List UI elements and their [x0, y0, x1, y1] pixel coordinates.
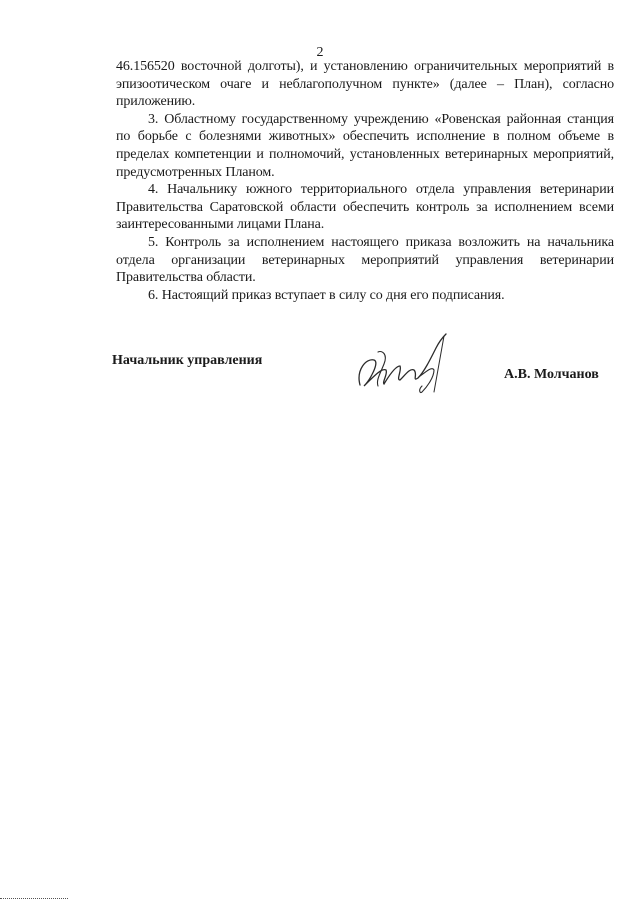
paragraph-3: 3. Областному государственному учреждению «Ровенская районная станция по борьбе с болезнями животных» обеспечить исполнение в полном объеме в пределах компетенции и полномочий, установленных ветеринарных мероприятий, предусмотренных Планом.	[116, 111, 614, 180]
paragraph-6: 6. Настоящий приказ вступает в силу со дня его подписания.	[148, 287, 505, 303]
signatory-title: Начальник управления	[112, 353, 263, 368]
handwritten-signature	[348, 330, 468, 400]
signatory-name: А.В. Молчанов	[504, 367, 599, 382]
paragraph-continuation: 46.156520 восточной долготы), и установлению ограничительных мероприятий в эпизоотическом очаге и неблагополучном пункте» (далее – План), согласно приложению.	[116, 59, 614, 110]
paragraph-5: 5. Контроль за исполнением настоящего приказа возложить на начальника отдела организации ветеринарных мероприятий управления ветеринарии Правительства области.	[116, 234, 614, 286]
footer-dotted-line	[0, 898, 68, 899]
paragraph-4: 4. Начальнику южного территориального отдела управления ветеринарии Правительства Саратовской области обеспечить контроль за исполнением всеми заинтересованными лицами Плана.	[116, 182, 614, 233]
page-number: 2	[316, 45, 324, 60]
